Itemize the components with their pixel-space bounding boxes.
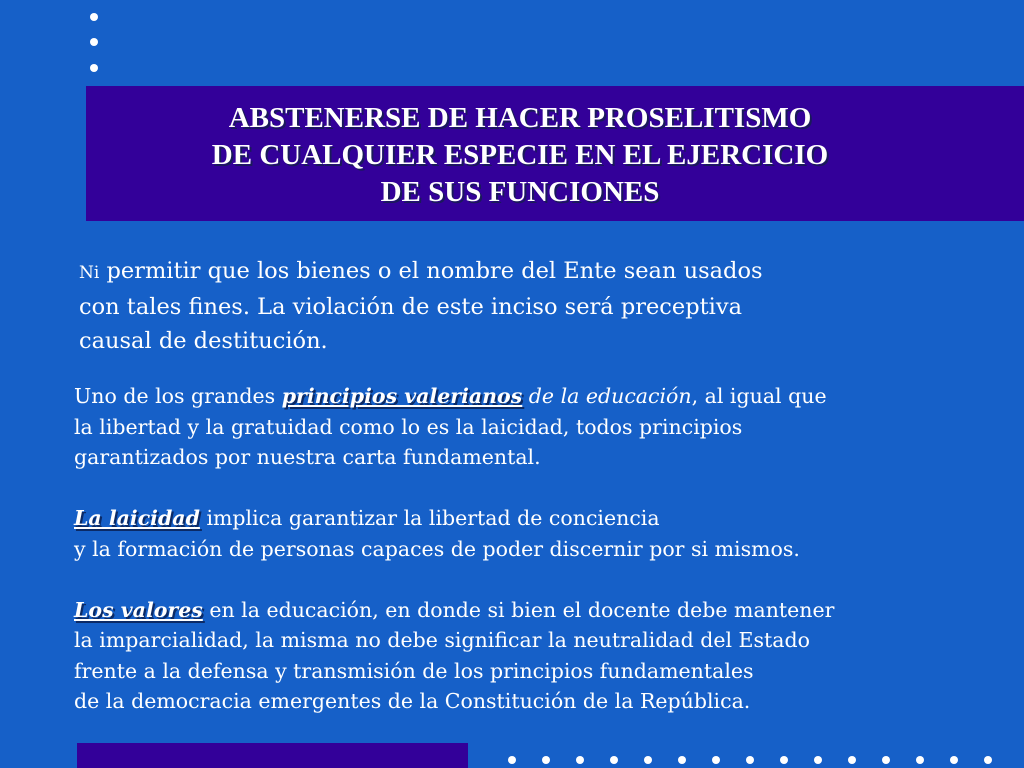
p1-post: , al igual que [691,384,827,408]
decorative-dot [610,756,618,764]
subtitle-first-word: Ni [79,263,100,283]
decorative-dot [984,756,992,764]
title-box [86,86,1024,221]
p1-italic: de la educación [522,384,692,408]
decorative-dot [576,756,584,764]
decorative-dot [508,756,516,764]
paragraph3-line: frente a la defensa y transmisión de los principios fundamentales [74,658,754,683]
p1-emphasis: principios valerianos [281,384,523,408]
decorative-dot [712,756,720,764]
p1-pre: Uno de los grandes [74,384,282,408]
paragraph-gap [74,564,1014,595]
paragraph3-line [74,595,1014,626]
decorative-dot [882,756,890,764]
decorative-dot [542,756,550,764]
paragraph3-line: la imparcialidad, la misma no debe significar la neutralidad del Estado [74,628,810,652]
decorative-dot [644,756,652,764]
decorative-dot [90,13,98,21]
subtitle-line: con tales fines. La violación de este inciso será preceptiva [79,294,742,320]
paragraph2-line [74,503,1014,534]
paragraph1-line: garantizados por nuestra carta fundamental. [74,445,541,469]
decorative-dot [950,756,958,764]
paragraph2-line: y la formación de personas capaces de poder discernir por si mismos. [74,536,800,561]
bottom-bar [77,743,468,768]
p2-rest: implica garantizar la libertad de conciencia [199,506,660,530]
subtitle-text [79,254,979,358]
decorative-dot [90,64,98,72]
paragraph3-line: de la democracia emergentes de la Constitución de la República. [74,689,751,713]
body-text [74,381,1014,717]
p3-rest: en la educación, en donde si bien el docente debe mantener [202,597,835,622]
subtitle-line: causal de destitución. [79,328,328,354]
decorative-dot [746,756,754,764]
title-line: DE SUS FUNCIONES [380,176,660,208]
title-line: DE CUALQUIER ESPECIE EN EL EJERCICIO [211,139,829,171]
decorative-dot [780,756,788,764]
decorative-dot [678,756,686,764]
p3-emphasis: Los valores [74,597,203,622]
paragraph1-line: la libertad y la gratuidad como lo es la laicidad, todos principios [74,414,743,439]
subtitle-line [79,254,979,290]
p2-emphasis: La laicidad [74,506,200,530]
decorative-dot [916,756,924,764]
paragraph-gap [74,473,1014,504]
subtitle-line1-rest: permitir que los bienes o el nombre del Ente sean usados [99,258,763,284]
decorative-dot [814,756,822,764]
decorative-dot [848,756,856,764]
decorative-dot [90,38,98,46]
title-line: ABSTENERSE DE HACER PROSELITISMO [228,102,812,134]
paragraph1-line [74,381,1014,412]
